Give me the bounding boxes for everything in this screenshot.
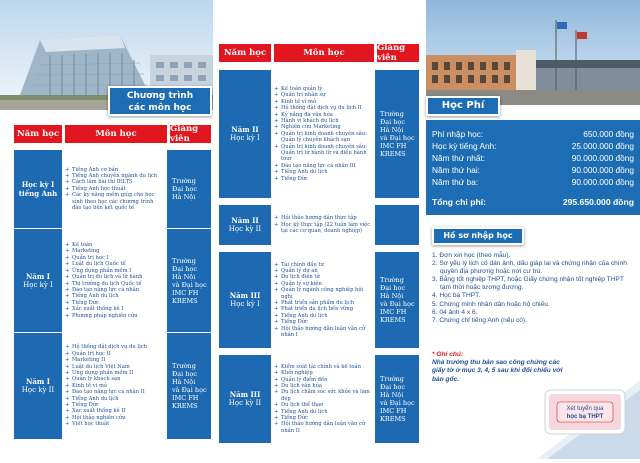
lecturer-line: Đại học <box>380 118 406 126</box>
lecturer-line: IMC FH <box>380 308 407 316</box>
header-subjects: Môn học <box>274 44 374 62</box>
year-line2: tiếng Anh <box>18 189 58 198</box>
lecturer-line: IMC FH <box>380 407 407 415</box>
course-item: + Tiếng Anh cơ bản <box>65 167 164 173</box>
course-item: + Cách làm bài thi IELTS <box>65 179 164 185</box>
dossier-item: 3. Bằng tốt nghiệp THPT, hoặc Giấy chứng nhận tốt nghiệp THPT tạm thời hoặc tương đương. <box>432 276 624 292</box>
campus-photo-right <box>426 0 640 105</box>
course-item: + Các kỹ năng mềm giúp cho học sinh theo học các chương trình đào tạo liên kết quốc tế <box>65 192 164 211</box>
dossier-item: 5. Chứng minh nhân dân hoặc hộ chiếu. <box>432 300 550 308</box>
block-year <box>219 252 271 348</box>
fee-label: Phí nhập học: <box>432 129 484 139</box>
lecturer-line: Trường <box>172 256 196 265</box>
block-year <box>219 70 271 198</box>
lecturer-line: Đại học <box>172 264 198 273</box>
course-item: + Kiểm soát tài chính và kế toán <box>274 364 372 370</box>
course-item: + Luật du lịch Việt Nam <box>65 364 164 370</box>
lecturer-line: KREMS <box>380 316 406 324</box>
course-item: + Luật du lịch Quốc tế <box>65 261 164 267</box>
lecturer-line: và Đại học <box>172 280 207 289</box>
mid-block-year2-sem2 <box>219 205 419 245</box>
course-item: + Xác xuất thống kê I <box>65 306 164 312</box>
header-subjects: Môn học <box>65 125 167 143</box>
dossier-item: 1. Đơn xin học (theo mẫu). <box>432 252 511 259</box>
course-list <box>271 252 375 348</box>
course-item: + Hội thảo nghiên cứu <box>65 415 164 421</box>
dossier-item: 7. Chứng chỉ tiếng Anh (nếu có). <box>432 316 527 324</box>
fee-value: 650.000 đồng <box>583 129 634 139</box>
course-item: + Marketing <box>65 248 164 254</box>
course-item: + Quản lý khách sạn <box>65 376 164 382</box>
course-item: + Du lịch điện tử <box>274 274 372 280</box>
course-item: + Học kỳ thực tập (22 tuần làm việc tại các cơ quan, doanh nghiệp) <box>274 222 372 235</box>
program-banner-line2: các môn học <box>128 103 192 113</box>
course-item: + Du lịch chăm sóc sức khỏe và làm đẹp <box>274 389 372 402</box>
year-line1: Học kỳ I <box>21 180 55 189</box>
lecturer-line: KREMS <box>380 150 406 158</box>
course-item: + Tài chính đầu tư <box>274 262 372 268</box>
course-item: + Quản trị kinh doanh chuyên sâu: Quản lý chuyên khách sạn <box>274 131 372 144</box>
course-item: + Kế toán <box>65 242 164 248</box>
year-line1: Năm III <box>229 390 261 399</box>
note-title: * Ghi chú: <box>432 351 464 358</box>
lecturer-line: Trường <box>380 110 404 118</box>
mid-table-header <box>219 44 419 62</box>
fee-value: 25.000.000 đồng <box>571 141 634 151</box>
fold-text-line2: học bạ THPT <box>566 414 604 420</box>
course-item: + Tiếng Anh học thuật <box>65 186 164 192</box>
lecturer-cell <box>375 205 419 245</box>
block-year <box>14 150 62 228</box>
note-text: Nhà trường thu bản sao công chứng các giấy tờ ở mục 3, 4, 5 sau khi đối chiếu với bản gốc. <box>432 359 563 383</box>
course-item: + Tiếng Anh du lịch <box>274 169 372 175</box>
block-year <box>14 333 62 439</box>
course-item: + Quản trị nhân sự <box>274 92 372 98</box>
program-banner <box>108 86 212 116</box>
fee-total <box>432 197 634 207</box>
course-item: + Quản trị học II <box>65 351 164 357</box>
course-item: + Tiếng Đức <box>274 176 372 182</box>
mid-block-year2-sem1 <box>219 70 419 198</box>
course-list <box>62 333 167 439</box>
fee-line <box>432 177 634 187</box>
course-item: + Đào tạo năng lực cá nhân II <box>65 389 164 395</box>
course-item: + Thị trường du lịch Quốc tế <box>65 281 164 287</box>
course-item: + Kinh tế vĩ mô <box>274 99 372 105</box>
course-item: + Khởi nghiệp <box>274 370 372 376</box>
course-item: + Hội thảo hướng dẫn luận văn cử nhân II <box>274 421 372 434</box>
lecturer-line: IMC FH <box>172 288 199 297</box>
year-line2: Học kỳ II <box>228 225 262 233</box>
lecturer-line: Hà Nội <box>380 126 404 134</box>
course-item: + Ứng dụng phần mềm I <box>65 268 164 274</box>
middle-panel <box>213 0 426 459</box>
course-item: + Quản trị kinh doanh chuyên sâu: Quản trị lữ hành lữ và điều hành tour <box>274 144 372 163</box>
block-year <box>14 229 62 332</box>
lecturer-line: Trường <box>380 375 404 383</box>
course-item: + Quản lý dự án <box>274 268 372 274</box>
course-item: + Du lịch thể thao <box>274 402 372 408</box>
dossier-item: 6. 04 ảnh 4 x 6. <box>432 308 478 316</box>
course-item: + Tiếng Đức <box>65 402 164 408</box>
fee-total-value: 295.650.000 đồng <box>562 197 634 207</box>
course-item: + Tiếng Anh du lịch <box>65 396 164 402</box>
mid-block-year3-sem2 <box>219 355 419 443</box>
dossier-list <box>432 252 632 325</box>
fee-banner: Học Phí <box>426 96 500 116</box>
year-line1: Năm II <box>231 216 259 225</box>
course-item: + Kỹ năng đa văn hóa <box>274 112 372 118</box>
header-year: Năm học <box>14 125 62 143</box>
course-item: + Xác xuất thống kê II <box>65 408 164 414</box>
course-item: + Tiếng Anh chuyên ngành du lịch <box>65 173 164 179</box>
course-item: + Quản lý ngành công nghiệp hội nghị <box>274 287 372 300</box>
fee-label: Năm thứ ba: <box>432 177 479 187</box>
left-block-year1-sem2 <box>14 333 211 439</box>
course-item: + Quản trị du lịch và lữ hành <box>65 274 164 280</box>
course-list <box>271 355 375 443</box>
note <box>432 351 572 384</box>
course-item: + Marketing II <box>65 357 164 363</box>
fee-value: 90.000.000 đồng <box>571 153 634 163</box>
course-item: + Hội thảo hướng dẫn thực tập <box>274 215 372 221</box>
lecturer-line: KREMS <box>172 296 198 305</box>
course-item: + Tiếng Anh du lịch <box>65 293 164 299</box>
year-line2: Học kỳ I <box>230 134 260 142</box>
course-item: + Quản lý sự kiện <box>274 281 372 287</box>
block-year <box>219 355 271 443</box>
lecturer-line: Hà Nội <box>380 292 404 300</box>
lecturer-line: KREMS <box>172 402 198 410</box>
lecturer-line: Trường <box>380 276 404 284</box>
page-curl-graphic <box>537 380 640 459</box>
course-item: + Phát triển du lịch bền vững <box>274 306 372 312</box>
course-item: + Hệ thống đặt dịch vụ du lịch <box>65 344 164 350</box>
block-year <box>219 205 271 245</box>
fee-label: Học kỳ tiếng Anh: <box>432 141 497 151</box>
course-item: + Kinh tế vi mô <box>65 383 164 389</box>
header-lecturer: Giảng viên <box>170 125 211 143</box>
course-item: + Tiếng Đức <box>65 300 164 306</box>
year-line2: Học kỳ I <box>230 300 260 308</box>
lecturer-cell <box>375 355 419 443</box>
header-year: Năm học <box>219 44 271 62</box>
fee-total-label: Tổng chi phí: <box>432 197 486 207</box>
course-item: + Phát triển sản phẩm du lịch <box>274 300 372 306</box>
lecturer-line: và Đại học <box>380 399 415 407</box>
lecturer-cell <box>167 229 211 332</box>
fee-line <box>432 165 634 175</box>
course-item: + Hành vi khách du lịch <box>274 118 372 124</box>
year-line1: Năm I <box>25 377 51 386</box>
lecturer-line: Trường <box>172 177 196 185</box>
year-line2: Học kỳ II <box>21 386 55 394</box>
lecturer-line: và Đại học <box>172 386 207 394</box>
course-item: + Hội thảo hướng dẫn luận văn cử nhân I <box>274 326 372 339</box>
lecturer-line: Đại học <box>172 185 198 193</box>
course-item: + Tiếng Đức <box>274 415 372 421</box>
fee-line <box>432 153 634 163</box>
year-line1: Năm III <box>229 291 261 300</box>
course-item: + Hệ thống đặt dịch vụ du lịch II <box>274 105 372 111</box>
fee-box <box>426 120 640 215</box>
left-block-year1-sem1 <box>14 229 211 332</box>
dossier-banner: Hồ sơ nhập học <box>432 227 524 245</box>
lecturer-cell <box>375 70 419 198</box>
year-line1: Năm II <box>231 125 259 134</box>
course-item: + Tiếng Anh du lịch <box>274 313 372 319</box>
fee-value: 90.000.000 đồng <box>571 177 634 187</box>
year-line2: Học kỳ I <box>23 280 53 289</box>
lecturer-line: Hà Nội <box>172 378 196 386</box>
lecturer-line: Đại học <box>380 383 406 391</box>
course-list <box>271 205 375 245</box>
lecturer-line: Hà Nội <box>172 193 196 201</box>
lecturer-line: Hà Nội <box>380 391 404 399</box>
course-item: + Quản lý điểm đến <box>274 377 372 383</box>
course-item: + Đào tạo năng lực cá nhân <box>65 287 164 293</box>
course-item: + Tiếng Anh du lịch <box>274 409 372 415</box>
course-item: + Tiếng Đức <box>274 319 372 325</box>
course-list <box>62 150 167 228</box>
lecturer-line: IMC FH <box>380 142 407 150</box>
left-table-header <box>14 125 211 143</box>
lecturer-line: và Đại học <box>380 134 415 142</box>
year-line2: Học kỳ II <box>228 399 262 407</box>
course-item: + Nghiên cứu Marketing <box>274 124 372 130</box>
course-item: + Quản trị học I <box>65 255 164 261</box>
lecturer-cell <box>167 333 211 439</box>
course-item: + Du lịch văn hóa <box>274 383 372 389</box>
fee-label: Năm thứ hai: <box>432 165 480 175</box>
lecturer-line: Hà Nội <box>172 272 196 281</box>
lecturer-line: KREMS <box>380 415 406 423</box>
lecturer-line: và Đại học <box>380 300 415 308</box>
left-block-english <box>14 150 211 228</box>
lecturer-cell <box>167 150 211 228</box>
dossier-item: 4. Học bạ THPT. <box>432 292 481 300</box>
mid-block-year3-sem1 <box>219 252 419 348</box>
fee-value: 90.000.000 đồng <box>571 165 634 175</box>
dossier-item: 2. Sơ yếu lý lịch có dán ảnh, dấu giáp lai và chứng nhận của chính quyền địa phương hoặc nơi cư trú. <box>432 260 627 276</box>
fold-text-line1: Xét tuyển qua <box>566 406 604 412</box>
fee-line <box>432 141 634 151</box>
fee-line <box>432 129 634 139</box>
left-panel <box>0 0 213 459</box>
course-item: + Đào tạo năng lực cá nhân III <box>274 163 372 169</box>
lecturer-line: Trường <box>172 362 196 370</box>
course-item: + Phương pháp nghiên cứu <box>65 313 164 319</box>
course-item: + Ứng dụng phần mềm II <box>65 370 164 376</box>
program-banner-line1: Chương trình <box>126 91 194 101</box>
lecturer-cell <box>375 252 419 348</box>
header-lecturer: Giảng viên <box>377 44 419 62</box>
course-item: + Viết học thuật <box>65 421 164 427</box>
course-list <box>62 229 167 332</box>
lecturer-line: Đại học <box>172 370 198 378</box>
year-line1: Năm I <box>25 271 51 281</box>
lecturer-line: Đại học <box>380 284 406 292</box>
course-item: + Kế toán quản lý <box>274 86 372 92</box>
lecturer-line: IMC FH <box>172 394 199 402</box>
fee-label: Năm thứ nhất: <box>432 153 486 163</box>
course-list <box>271 70 375 198</box>
